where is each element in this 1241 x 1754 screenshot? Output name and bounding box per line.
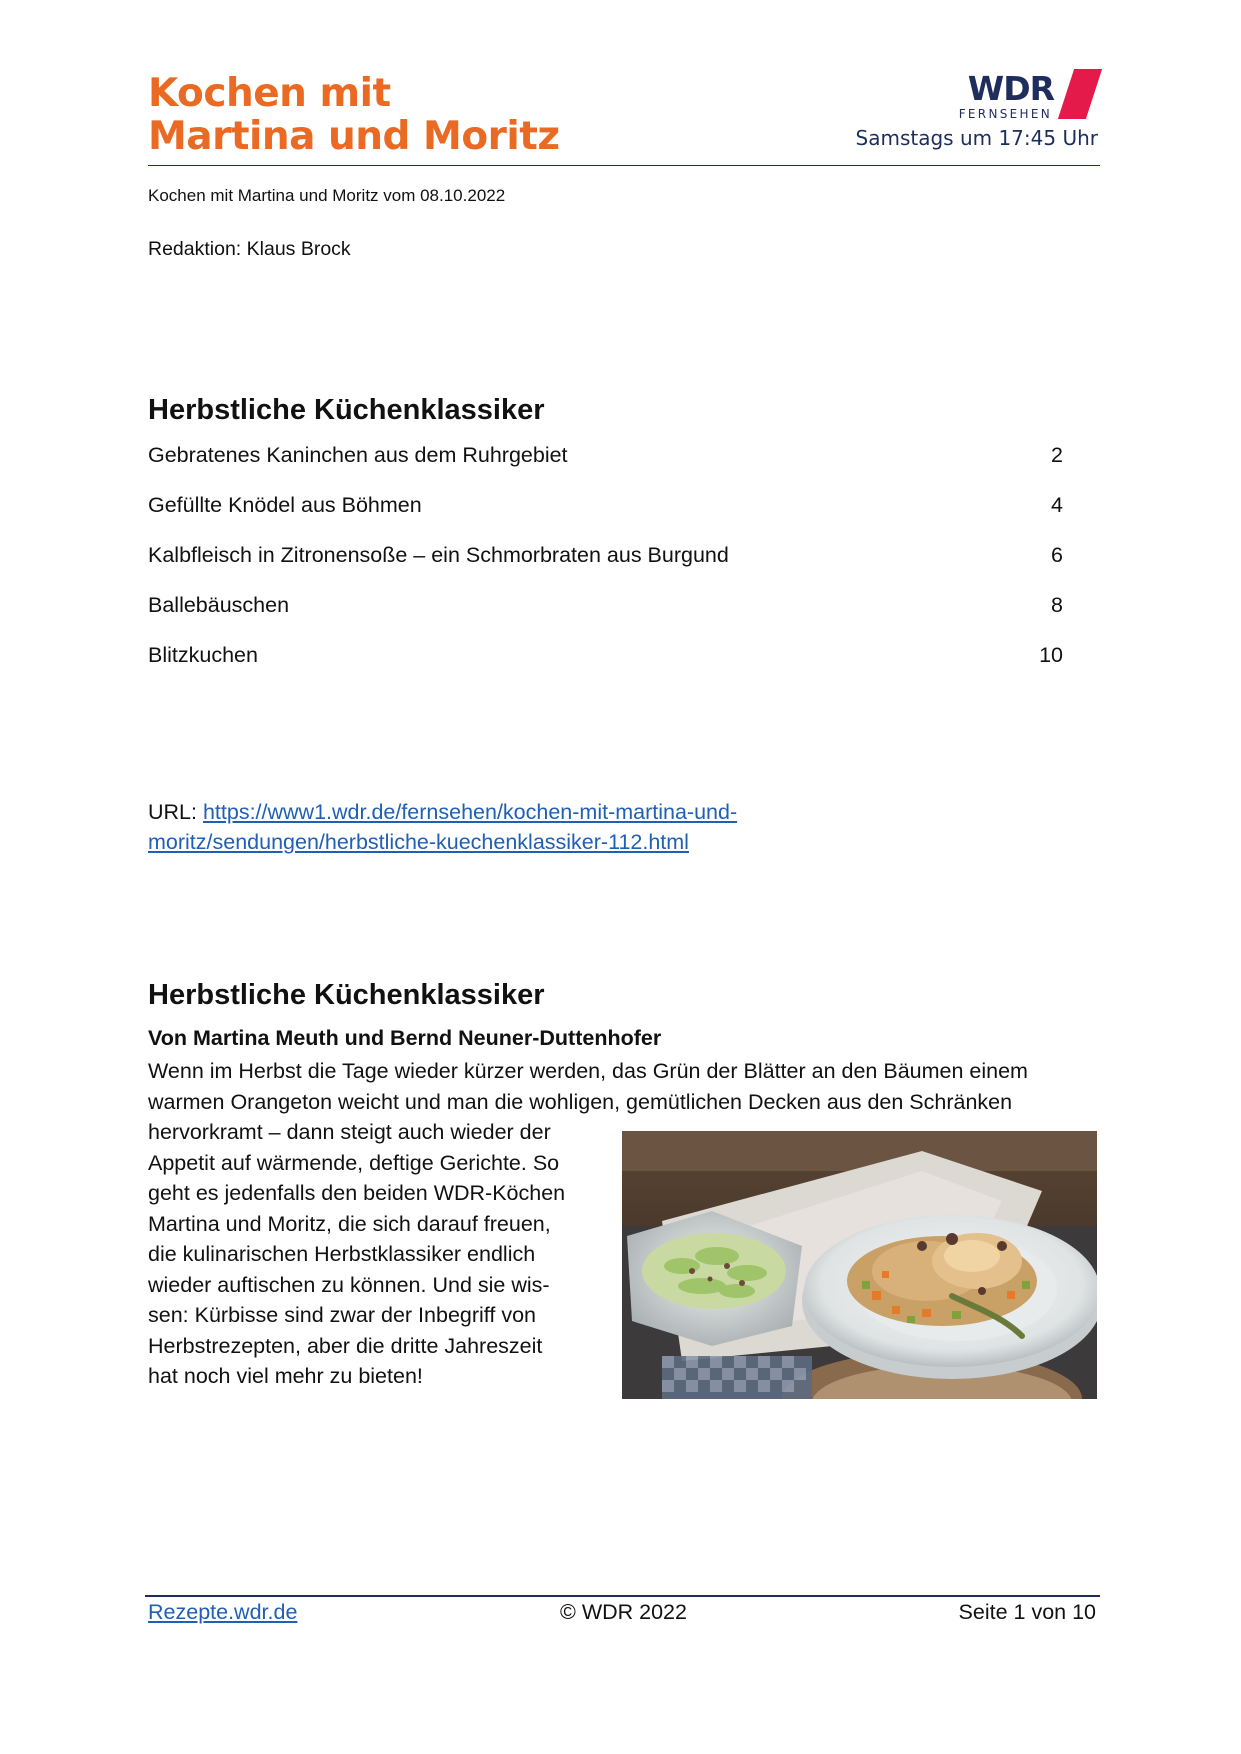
toc-item-title: Kalbfleisch in Zitronensoße – ein Schmorbraten aus Burgund xyxy=(148,543,729,567)
page-header xyxy=(148,69,1100,166)
show-title xyxy=(148,72,560,158)
toc-item-title: Blitzkuchen xyxy=(148,643,258,667)
broadcast-schedule: Samstags um 17:45 Uhr xyxy=(855,126,1098,150)
toc-item[interactable] xyxy=(148,541,1063,591)
intro-text-full-width xyxy=(148,1056,1108,1117)
toc-heading: Herbstliche Küchenklassiker xyxy=(148,394,545,426)
episode-line: Kochen mit Martina und Moritz vom 08.10.2022 xyxy=(148,186,506,205)
toc-item-page: 2 xyxy=(1051,443,1063,467)
header-divider xyxy=(148,165,1100,166)
intro-line: hervorkramt – dann steigt auch wieder der xyxy=(148,1120,551,1144)
intro-line: Wenn im Herbst die Tage wieder kürzer werden, das Grün der Blätter an den Bäumen einem xyxy=(148,1059,1028,1083)
toc-item[interactable] xyxy=(148,591,1063,641)
intro-line: hat noch viel mehr zu bieten! xyxy=(148,1364,423,1388)
intro-line: sen: Kürbisse sind zwar der Inbegriff von xyxy=(148,1303,536,1327)
source-url-block xyxy=(148,797,848,857)
toc-item[interactable] xyxy=(148,491,1063,541)
footer-copyright: © WDR 2022 xyxy=(560,1600,687,1624)
intro-line: die kulinarischen Herbstklassiker endlich xyxy=(148,1242,536,1266)
footer-recipes-link[interactable]: Rezepte.wdr.de xyxy=(148,1600,298,1624)
source-url-link[interactable] xyxy=(148,800,737,854)
toc-item-title: Gefüllte Knödel aus Böhmen xyxy=(148,493,422,517)
show-title-line-2: Martina und Moritz xyxy=(148,114,560,159)
toc-item-title: Gebratenes Kaninchen aus dem Ruhrgebiet xyxy=(148,443,568,467)
toc-item-page: 4 xyxy=(1051,493,1063,517)
article-heading: Herbstliche Küchenklassiker xyxy=(148,979,545,1011)
toc-item-page: 10 xyxy=(1039,643,1063,667)
intro-text-beside-photo xyxy=(148,1117,603,1392)
intro-line: Martina und Moritz, die sich darauf freuen, xyxy=(148,1211,551,1236)
dish-photo xyxy=(622,1131,1097,1399)
url-line-1: https://www1.wdr.de/fernsehen/kochen-mit-martina-und- xyxy=(202,800,738,824)
toc-item[interactable] xyxy=(148,441,1063,491)
editor-line: Redaktion: Klaus Brock xyxy=(148,238,351,260)
url-label: URL: xyxy=(148,800,203,824)
intro-line: geht es jedenfalls den beiden WDR-Köchen xyxy=(148,1181,566,1205)
intro-line: warmen Orangeton weicht und man die wohligen, gemütlichen Decken aus den Schränken xyxy=(148,1089,1013,1114)
toc-item-page: 8 xyxy=(1051,593,1063,617)
toc-item[interactable] xyxy=(148,641,1063,691)
toc-item-page: 6 xyxy=(1051,543,1063,567)
dish-photo-illustration xyxy=(622,1131,1097,1399)
intro-line: Herbstrezepten, aber die dritte Jahreszeit xyxy=(148,1333,543,1358)
footer-page-info: Seite 1 von 10 xyxy=(958,1600,1096,1624)
wdr-logo xyxy=(938,69,1098,125)
wdr-logo-subtext: FERNSEHEN xyxy=(958,107,1052,121)
table-of-contents xyxy=(148,441,1063,691)
url-line-2: moritz/sendungen/herbstliche-kuechenklassiker-112.html xyxy=(148,830,689,854)
intro-line: Appetit auf wärmende, deftige Gerichte. So xyxy=(148,1150,560,1175)
article-byline: Von Martina Meuth und Bernd Neuner-Duttenhofer xyxy=(148,1026,662,1050)
toc-item-title: Ballebäuschen xyxy=(148,593,290,617)
intro-line: wieder auftischen zu können. Und sie wis- xyxy=(148,1272,550,1297)
show-title-line-1: Kochen mit xyxy=(148,71,391,116)
wdr-logo-text: WDR xyxy=(967,69,1054,108)
wdr-logo-stripe-icon xyxy=(1058,69,1102,119)
